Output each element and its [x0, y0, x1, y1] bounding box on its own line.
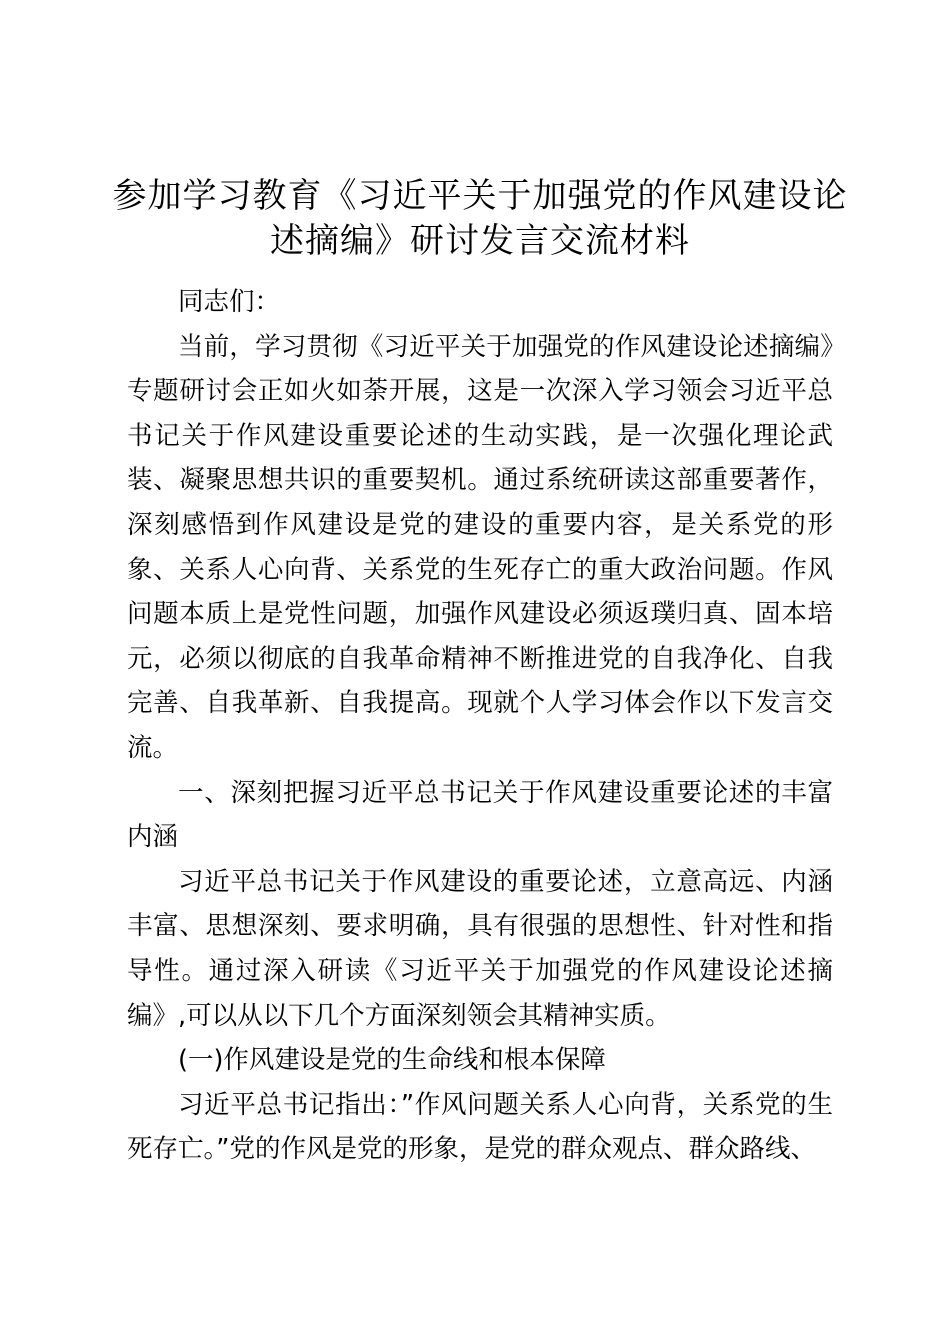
document-body — [127, 280, 833, 1172]
subsection-heading-1: (一)作风建设是党的生命线和根本保障 — [178, 1045, 606, 1076]
paragraph-intro: 当前，学习贯彻《习近平关于加强党的作风建设论述摘编》专题研讨会正如火如荼开展，这是一次深入学习领会习近平总书记关于作风建设重要论述的生动实践，是一次强化理论武装、凝聚思想共识的重要契机。通过系统研读这部重要著作，深刻感悟到作风建设是党的建设的重要内容，是关系党的形象、关系人心向背、关系党的生死存亡的重大政治问题。作风问题本质上是党性问题，加强作风建设必须返璞归真、固本培元，必须以彻底的自我革命精神不断推进党的自我净化、自我完善、自我革新、自我提高。现就个人学习体会作以下发言交流。 — [127, 331, 833, 763]
section-heading-1: 一、深刻把握习近平总书记关于作风建设重要论述的丰富内涵 — [127, 777, 833, 853]
paragraph-section-1: 习近平总书记关于作风建设的重要论述，立意高远、内涵丰富、思想深刻、要求明确，具有很强的思想性、针对性和指导性。通过深入研读《习近平关于加强党的作风建设论述摘编》,可以从以下几个方面深刻领会其精神实质。 — [127, 866, 833, 1031]
document-title: 参加学习教育《习近平关于加强党的作风建设论述摘编》研讨发言交流材料 — [112, 176, 848, 261]
paragraph-subsection-1: 习近平总书记指出：”作风问题关系人心向背，关系党的生死存亡。”党的作风是党的形象，是党的群众观点、群众路线、 — [127, 1089, 833, 1165]
salutation: 同志们： — [178, 287, 281, 317]
